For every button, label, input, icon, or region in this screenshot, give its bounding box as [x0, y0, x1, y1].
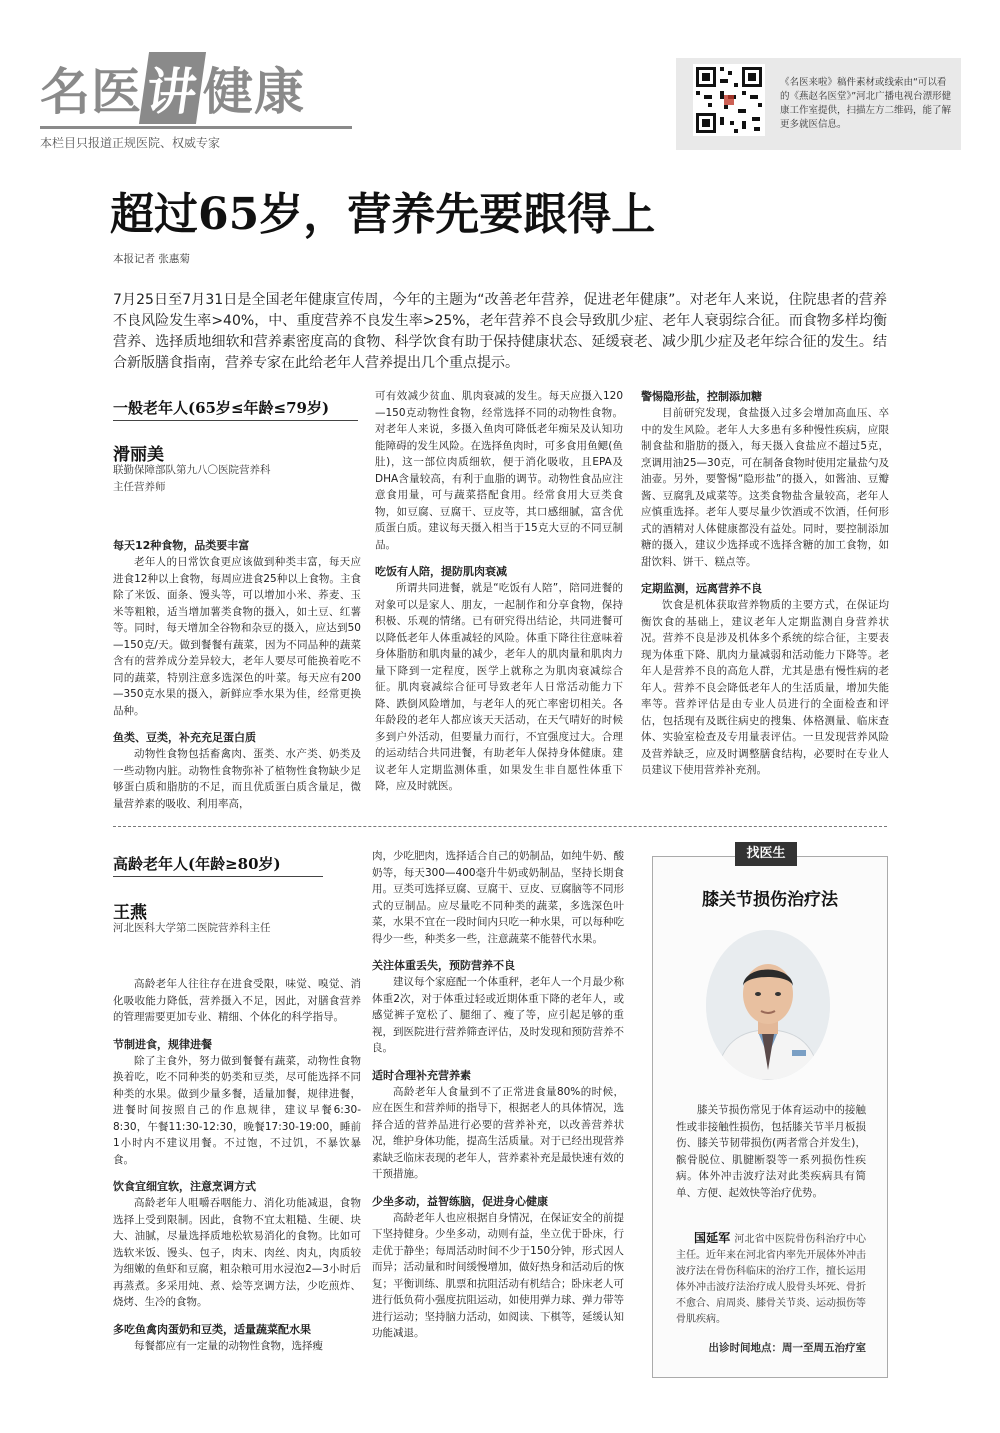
lead-paragraph: 7月25日至7月31日是全国老年健康宣传周，今年的主题为“改善老年营养，促进老年健康”。对老年人来说，住院患者的营养不良风险发生率>40%，中、重度营养不良发生率>25%，老年营养不良会导致肌少症、老年人衰弱综合征。而食物多样均衡营养、选择质地细软和营养素密度高的食物、科学饮食有助于保持健康状态、延缓衰老、减少肌少症及老年综合征的发生。结合新版膳食指南，营养专家在此给老年人营养提出几个重点提示。 [113, 292, 887, 371]
section1-title-underline [113, 420, 358, 421]
section2-column1 [113, 976, 361, 1354]
paragraph: 高龄老年人也应根据自身情况，在保证安全的前提下坚持健身。少坐多动，动则有益，坐立优于卧床，行走优于静坐；每周活动时间不少于150分钟，形式因人而异；活动量和时间缓慢增加，做好热身和活动后的恢复；平衡训练、肌票和抗阻活动有机结合；卧床老人可进行低负荷小强度抗阻运动，如使用弹力球、弹力带等进行运动；坚持脑力活动，如阅读、下棋等，延缓认知功能减退。 [372, 1211, 624, 1339]
promo-text: 《名医来啦》稿件素材或线索由“可以看的《燕赵名医堂》”河北广播电视台漂形健康工作室提供，扫描左方二维码，能了解更多就医信息。 [780, 77, 952, 130]
subheading: 少坐多动，益智练脑，促进身心健康 [372, 1194, 548, 1208]
doctor-bio [676, 1230, 866, 1328]
section1-column3 [641, 388, 889, 779]
paragraph: 高龄老年人咀嚼吞咽能力、消化功能减退，食物选择上受到限制。因此，食物不宜太粗糙、生硬、块大、油腻，尽量选择质地松软易消化的食物。比如可选软米饭、馒头、包子，肉末、肉丝、肉丸，肉质较为细嫩的鱼虾和豆腐，粗杂粮可用水浸泡2—3小时后再蒸煮。多采用炖、煮、烩等烹调方法，少吃煎炸、烧烤、生冷的食物。 [113, 1197, 361, 1308]
subheading: 定期监测，远离营养不良 [641, 582, 762, 595]
paragraph: 高龄老年人食量到不了正常进食量80%的时候，应在医生和营养师的指导下，根据老人的具体情况，选择合适的营养品进行必要的营养补充，以改善营养状况，维护身体功能，提高生活质量。对于已经出现营养素缺乏临床表现的老年人，营养素补充是最快速有效的干预措施。 [372, 1085, 624, 1180]
subheading: 鱼类、豆类，补充充足蛋白质 [113, 731, 256, 744]
section1-column1 [113, 537, 361, 812]
subheading: 警惕隐形盐，控制添加糖 [641, 390, 762, 403]
section-divider [113, 826, 887, 827]
brand-underline [40, 126, 352, 129]
doctor-box-title: 膝关节损伤治疗法 [702, 890, 838, 910]
find-doctor-tag: 找医生 [735, 842, 797, 866]
byline: 本报记者 张惠菊 [113, 253, 190, 265]
article-headline: 超过65岁，营养先要跟得上 [110, 189, 656, 240]
doctor-portrait [706, 930, 830, 1080]
section1-author: 滑丽美 [113, 445, 164, 465]
section2-title: 高龄老年人(年龄≥80岁) [113, 855, 281, 873]
brand-text-c: 健康 [203, 63, 305, 121]
subheading: 节制进食，规律进餐 [113, 1037, 212, 1051]
subheading: 多吃鱼禽肉蛋奶和豆类，适量蔬菜配水果 [113, 1322, 311, 1336]
paragraph: 建议每个家庭配一个体重秤，老年人一个月最少称体重2次，对于体重过轻或近期体重下降的老年人，或感觉裤子宽松了、腿细了、瘦了等，应引起足够的重视，到医院进行营养筛查评估，及时发现和预防营养不良。 [372, 976, 624, 1054]
subheading: 饮食宜细宜软，注意烹调方式 [113, 1180, 256, 1193]
section2-column2 [372, 848, 624, 1342]
section1-column2 [375, 388, 623, 795]
paragraph: 可有效减少贫血、肌肉衰减的发生。每天应摄入120—150克动物性食物，经常选择不同的动物性食物。对老年人来说，多摄入鱼肉可降低老年痴呆及认知功能障碍的发生风险。在选择鱼肉时，可多食用鱼鳃(鱼肚)，这一部位肉质细软，便于消化吸收，且EPA及DHA含量较高，有利于血脂的调节。动物性食品应注意食用量，可与蔬菜搭配食用。经常食用大豆类食物，如豆腐、豆腐干、豆皮等，其口感细腻，富含优质蛋白质。建议每天摄入相当于15克大豆的不同豆制品。 [375, 390, 623, 551]
section1-affiliation-line2: 主任营养师 [113, 481, 166, 493]
clinic-hours: 出诊时间地点：周一至周五治疗室 [708, 1342, 866, 1354]
paragraph: 老年人的日常饮食更应该做到种类丰富，每天应进食12种以上食物，每周应进食25种以上食物。主食除了米饭、面条、馒头等，可以增加小米、荞麦、玉米等粗粮，适当增加薯类食物的摄入，如土豆、红薯等。同时，每天增加全谷物和杂豆的摄入，应达到50—150克/天。做到餐餐有蔬菜，因为不同品种的蔬菜含有的营养成分差异较大，老年人要尽可能换着吃不同的蔬菜，特别注意多选深色的叶菜。每天应有200—350克水果的摄入，新鲜应季水果为佳，经常更换品种。 [113, 556, 361, 717]
qr-code-icon[interactable] [693, 64, 765, 136]
section1-title: 一般老年人(65岁≤年龄≤79岁) [113, 399, 330, 417]
brand-text-b: 讲 [139, 52, 206, 124]
brand-logo [40, 52, 305, 124]
subheading: 关注体重丢失，预防营养不良 [372, 959, 515, 972]
doctor-name: 国延军 [694, 1231, 731, 1245]
paragraph: 高龄老年人往往存在进食受限，味觉、嗅觉、消化吸收能力降低，营养摄入不足，因此，对膳食营养的管理需要更加专业、精细、个体化的科学指导。 [113, 978, 361, 1023]
subheading: 适时合理补充营养素 [372, 1068, 471, 1082]
paragraph: 饮食是机体获取营养物质的主要方式，在保证均衡饮食的基础上，建议老年人定期监测自身营养状况。营养不良是涉及机体多个系统的综合征，主要表现为体重下降、肌肉力量减弱和活动能力下降等。老年人是营养不良的高危人群，尤其是患有慢性病的老年人。营养不良会降低老年人的生活质量，增加失能率等。营养评估是由专业人员进行的全面检查和评估，包括现有及既往病史的搜集、体格测量、临床查体、实验室检查及专用量表评估。一旦发现营养风险及营养缺乏，应及时调整膳食结构，必要时在专业人员建议下使用营养补充剂。 [641, 599, 889, 776]
doctor-bio-text: 河北省中医院骨伤科治疗中心主任。近年来在河北省内率先开展体外冲击波疗法在骨伤科临床的治疗工作，擅长运用体外冲击波疗法治疗成人股骨头坏死、骨折不愈合、肩周炎、膝骨关节炎、运动损伤等骨肌疾病。 [676, 1234, 866, 1325]
section2-affiliation: 河北医科大学第二医院营养科主任 [113, 922, 271, 934]
subheading: 每天12种食物，品类要丰富 [113, 539, 250, 552]
section1-affiliation [113, 462, 271, 496]
paragraph: 所谓共同进餐，就是“吃饭有人陪”，陪同进餐的对象可以是家人、朋友，一起制作和分享食物，保持积极、乐观的情绪。已有研究得出结论，共同进餐可以降低老年人体重减轻的风险。体重下降往往意味着身体脂肪和肌肉量的减少，老年人的肌肉量和肌肉力量下降到一定程度，医学上就称之为肌肉衰减综合征。肌肉衰减综合征可导致老年人日常活动能力下降、跌倒风险增加，与老年人的死亡率密切相关。各年龄段的老年人都应该天天活动，在天气晴好的时候多到户外活动，但要量力而行，不宜强度过大。合理的运动结合共同进餐，有助老年人保持身体健康。建议老年人定期监测体重，如果发生非自愿性体重下降，应及时就医。 [375, 582, 623, 792]
section1-affiliation-line1: 联勤保障部队第九八〇医院营养科 [113, 464, 271, 476]
subheading: 吃饭有人陪，提防肌肉衰减 [375, 565, 507, 578]
column-subtitle: 本栏目只报道正规医院、权威专家 [40, 136, 221, 150]
doctor-box-description: 膝关节损伤常见于体育运动中的接触性或非接触性损伤，包括膝关节半月板损伤、膝关节韧带损伤(两者常合并发生)，髌骨脱位、肌腱断裂等一系列损伤性疾病。体外冲击波疗法对此类疾病具有简单、方便、起效快等治疗优势。 [676, 1104, 866, 1199]
paragraph: 目前研究发现，食盐摄入过多会增加高血压、卒中的发生风险。老年人大多患有多种慢性疾病，应限制食盐和脂肪的摄入，每天摄入食盐应不超过5克，烹调用油25—30克，可在制备食物时使用定量盐勺及油壶。另外，要警惕“隐形盐”的摄入，如酱油、豆瓣酱、豆腐乳及咸菜等。这类食物盐含量较高，老年人应慎重选择。老年人要尽量少饮酒或不饮酒，任何形式的酒精对人体健康都没有益处。同时，要控制添加糖的摄入，建议少选择或不选择含糖的加工食物，如甜饮料、饼干、糕点等。 [641, 407, 889, 568]
section2-author: 王燕 [113, 903, 147, 923]
section2-title-underline [113, 876, 323, 877]
paragraph: 肉，少吃肥肉，选择适合自己的奶制品，如纯牛奶、酸奶等，每天300—400毫升牛奶或奶制品，坚持长期食用。豆类可选择豆腐、豆腐干、豆皮、豆腐脑等不同形式的豆制品。应尽量吃不同种类的蔬菜，多选深色叶菜，水果不宜在一段时间内只吃一种水果，可以每种吃得少一些，种类多一些，注意蔬菜不能替代水果。 [372, 850, 624, 945]
paragraph: 每餐都应有一定量的动物性食物，选择瘦 [134, 1339, 323, 1352]
paragraph: 除了主食外，努力做到餐餐有蔬菜，动物性食物换着吃，吃不同种类的奶类和豆类，尽可能选择不同种类的水果。做到少量多餐，适量加餐，规律进餐，进餐时间按照自己的作息规律，建议早餐6:30-8:30，午餐11:30-12:30，晚餐17:30-19:00，睡前1小时内不建议用餐。不过饱，不过饥，不暴饮暴食。 [113, 1054, 361, 1166]
brand-text-a: 名医 [40, 63, 142, 121]
paragraph: 动物性食物包括畜禽肉、蛋类、水产类、奶类及一些动物内脏。动物性食物弥补了植物性食物缺少足够蛋白质和脂肪的不足，而且优质蛋白质含量足，微量营养素的吸收、利用率高， [113, 748, 361, 810]
